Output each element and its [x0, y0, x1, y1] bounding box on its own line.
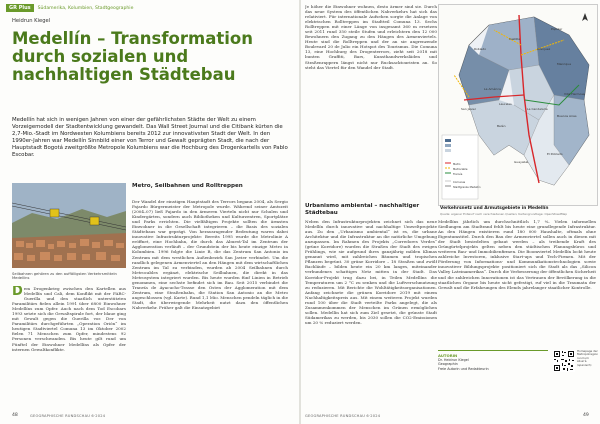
- map-label: Popular: [551, 27, 563, 31]
- right-page: [301, 0, 600, 424]
- gr-plus-badge: GR Plus: [6, 4, 34, 12]
- author-box: [438, 350, 548, 397]
- legend-item: Comunas: [453, 181, 466, 184]
- section-header: [6, 4, 133, 12]
- author-box-line: Geographin: [438, 362, 458, 367]
- heading-metro: Metro, Seilbahnen und Rolltreppen: [132, 183, 243, 189]
- body-text: Neben den Infrastrukturprojekten zeichnet sich das neue Medellín durch innovative und nachhaltige Umweltprojekte aus. Zu den „Urbanismo ambiental“ ist es, die urbane Architektur und die Infrastruktur an die natürliche Umgebung anzupassen. Im Rahmen des Projekts „Corredores Verdes“ (grüne Korridore) wurden die Straßen der Stadt des ewigen Frühlings, wie sie aufgrund ihres ganzjährig milden Klimas genannt wird, mit zahlreichen Bäumen und tropischen Pflanzen begrünt. 30 grüne Korridore – 18 Straßen und zwölf Bachläufe – bilden heute ein 20 km langes, miteinander verbundenes schattiges Netz mitten in der Stadt. Das Korridor-Projekt trug dazu bei, in Teilen Medellíns die Temperaturen um 2 °C zu senken und die Luftverschmutzung zu reduzieren. Mit Berichte die Wohltätigkeitsorganisationen. Anfang zeichnete die grünen Korridore 2019 mit einem Nachhaltigkeitspreis aus. Mit einem weiteren Projekt wurden rund 100 über die Stadt verteilte Parks angelegt, die als Zusammenkommen der Menschen im Grünen ermöglichen sollen. Medellín hat sich zum Ziel gesetzt, die grünste Stadt Südamerikas zu werden, bis 2030 sollen die CO2-Emissionen um 20 % reduziert werden.: [305, 219, 437, 325]
- page-number-left: 48: [12, 413, 18, 418]
- author-box-line: Dr. Heidrun Kiegel: [438, 358, 469, 362]
- map-label: Laureles: [499, 102, 512, 106]
- left-page: [0, 0, 299, 424]
- body-text: Medellíns jährlich um durchschnittlich 1,7 %. Vielen informellen Siedlungen am Stadtrand fehlt bis heute eine grundlegende Infrastruktur. An den Hängen existieren rund 180 000 Haushalte, oftmals ohne Eigentumstitel. Durch den Bau der Armenviertel sollen auch in diesen mit der Stadt besiedelten gebaut werden – als treibende Kraft des Grüngürtelprojekts gelten neben den städtischen Planungsbüros und weiteren Bau- und Immobilienfirmen. Die Boomviertel Medellín lockt heute zahlreiche Investoren, inklusive Start-ups und Tech-Firmen. Mit der Förderung von Informations- und Kommunikationstechnologien sowie innovativer Bildungsprojekte positioniert sich die Stadt als das „Silicon Valley Lateinamerikas“. Durch die Verbesserung der öffentlichen Sicherheit und die zahlreichen Innovationen ist das Vertrauen der Bevölkerung in die staatlichen Organe bis heute sicht gefestigt, ruf viel in die Traumata der Gewalt und die Erfahrungen des Elends jahrelanger staatlicher Kontrolle.: [438, 219, 596, 290]
- body-text: Je höher die Einwohner wohnen, desto ärmer sind sie. Durch das neue System des öffentlichen Nahverkehrs hat sich das relativiert. Für internationale Aufsehen sorgte die Anlage von elektrischen Rolltreppen im Stadtteil Comuna 13. Sechs Rolltreppen mit einer Länge von insgesamt 360 m ersetzen seit 2011 rund 350 steile Stufen und erleichtern den 12 000 Bewohnern den Zugang zu den Hängen des Armenviertels. Heute sind die Rolltreppen und der an sie angrenzende Boulevard 20 de Julio ein Hotspot des Tourismus. Die Comuna 13, eine Hochburg des Drogenterrors, zieht seit 2018 mit bunten Graffiti, Bars, Kunsthandwerksläden und Straßenrappern längst nicht nur Rucksacktouristen an. So steht das Viertel für den Wandel der Stadt.: [305, 4, 437, 70]
- body-column-right-1: [305, 4, 437, 200]
- legend-item: Tranvía: [453, 173, 463, 176]
- map-label: La Candelaria: [527, 107, 548, 111]
- legend-item: Metro: [453, 163, 461, 166]
- map-label: Manrique: [557, 62, 572, 66]
- map-caption-title: Verkehrsnetz und Armutsgebiete in Medellín: [440, 206, 549, 211]
- body-column-right-2: [305, 219, 437, 395]
- author-box-label: AUTORIN: [438, 353, 458, 358]
- map-label: Guayabal: [514, 160, 529, 164]
- map-label: La América: [484, 87, 501, 91]
- map-label: San Javier: [461, 107, 477, 111]
- author-name: Heidrun Kiegel: [12, 18, 51, 24]
- map-label: Villa Hermosa: [564, 92, 585, 96]
- map-label: El Poblado: [547, 152, 563, 156]
- legend-item: Metrocable: [453, 168, 468, 171]
- article-lead: Medellín hat sich in wenigen Jahren von einer der gefährlichsten Städte der Welt zu einem Vorzeigemodell der Stadtentwicklung gewandelt. Das Wall Street Journal und die Citibank kürten die 2,7-Mio.-Stadt im Nordwesten Kolumbiens bereits 2012 zur innovativsten Stadt der Welt. In den 1990er-Jahren war Medellín Sinnbild einer von Terror und Gewalt geprägten Stadt, die nach der Hauptstadt Bogotá zweitgrößte Metropole Kolumbiens war die Hochburg des Drogenkartells von Pablo Escobar.: [12, 117, 288, 159]
- map-label: Buenos Aires: [557, 114, 577, 118]
- body-column-right-3: [438, 219, 596, 345]
- footer-journal-right: GEOGRAPHISCHE RUNDSCHAU 6·2024: [305, 414, 381, 418]
- article-title: Medellín – Transformation durch sozialen und nachhaltigen Städtebau: [12, 29, 253, 84]
- topic-line: Südamerika, Kolumbien, Stadtgeographie: [37, 5, 134, 11]
- map-label: Aranjuez: [537, 47, 551, 51]
- author-box-line: Freie Autorin und Redakteurin: [438, 366, 489, 371]
- map-label: Belén: [497, 124, 506, 128]
- body-column-middle: [132, 199, 288, 395]
- qr-code-icon[interactable]: [553, 350, 575, 372]
- map-label: Robledo: [474, 47, 487, 51]
- footer-journal-left: GEOGRAPHISCHE RUNDSCHAU 6·2024: [30, 414, 106, 418]
- map-label: Castilla: [509, 37, 521, 41]
- body-text: Der Wandel der einstigen Hauptstadt des Terrors begann 2004, als Sergio Fajardo Bürgermeister der Metropole wurde. Während seiner Amtszeit (2004–07) ließ Fajardo in den ärmeren Vierteln nicht nur Schulen und Kindergärten, sondern auch Bibliotheken und Kulturzentren, Sportplätze und Parks errichten. Die vielfältigen Projekte sollten die ärmsten Einwohner in die Gesellschaft integrieren – die Basis des sozialen Städtebaus war geprägt. Von herausragender Bedeutung waren dabei innovative Infrastrukturprojekte: Bereits 1995 wurde die Metrolinie A eröffnet, eine Hochbahn, die durch das Aburrá-Tal im Zentrum der Agglomeration verläuft – der Grundstein der bis heute einzige Metro in Kolumbien. 1996 folgte die Linie B, die das Zentrum San Antonio im Zentrum mit dem westlichen Außenbezirk San Javier verbindet. Um die randlich gelegenen Armenviertel an den Hängen mit dem wirtschaftlichen Zentrum im Tal zu verbinden, wurden ab 2004 Seilbahnen durch Metrocables ergänzt, elektrische Seilbahnen, die direkt in das Metrosystem integriert wurden. Bis heute wurden fünf Linien in Betrieb genommen, eine sechste befindet sich im Bau. Seit 2015 verbindet die Tranvía de Ayacucho-Trasse den Osten der Agglomeration mit dem Zentrum, eine Straßenbahn, die Station San Antonio an die Metro angeschlossen (vgl. Karte). Rund 1,1 Mio. Menschen pendeln täglich in die Stadt, die überwiegende Mehrheit nutzt dazu den öffentlichen Nahverkehr. Früher galt die Einsatzgebiet: [132, 199, 288, 310]
- section-heading-urbanismo: [305, 203, 437, 216]
- legend-item: Stadtgrenze Medellín: [453, 186, 481, 189]
- qr-note: Homepage der Metropolregion rund um Aburrá (spanisch): [577, 349, 599, 367]
- drop-cap: D: [12, 286, 23, 299]
- photo-caption: Seilbahnen gehören zu den auffälligsten Verkehrsmitteln Medellíns: [12, 272, 117, 280]
- section-heading-metro: [132, 183, 288, 190]
- body-text: em Drogenkrieg zwischen den Kartellen aus Medellín und Cali, dem Konflikt mit der FARC-Guerilla und den staatlich unterstützten Paramilitärs fielen allein 1991 über 6800 Einwohner Medellíns zum Opfer. Auch nach dem Tod Escobars 1993 setzte sich die Gewaltspirale fort, der blaue ging mit Gewalt gegen die Guerilla vor. Der von Paramilitärs durchgeführten „Operation Orión“ im heutigen Stadtviertel Comuna 13 im Oktober 2002 fielen 71 Menschen zum Opfer, mindestens 92 Personen verschwanden. Bis heute gilt rund um Fünftel der Einwohner Medellíns als Opfer der internen Gewaltkonflikte.: [12, 286, 126, 352]
- map-source: Quelle: eigener Entwurf nach verschiedenen Quellen; Kartengrundlage: OpenStreetMap: [440, 212, 568, 216]
- page-number-right: 49: [583, 413, 589, 418]
- body-column-left: [12, 286, 126, 396]
- medellin-map: [438, 4, 598, 206]
- cable-car-photo: [12, 183, 126, 268]
- heading-urbanismo: Urbanismo ambiental – nachhaltiger Städtebau: [305, 203, 420, 216]
